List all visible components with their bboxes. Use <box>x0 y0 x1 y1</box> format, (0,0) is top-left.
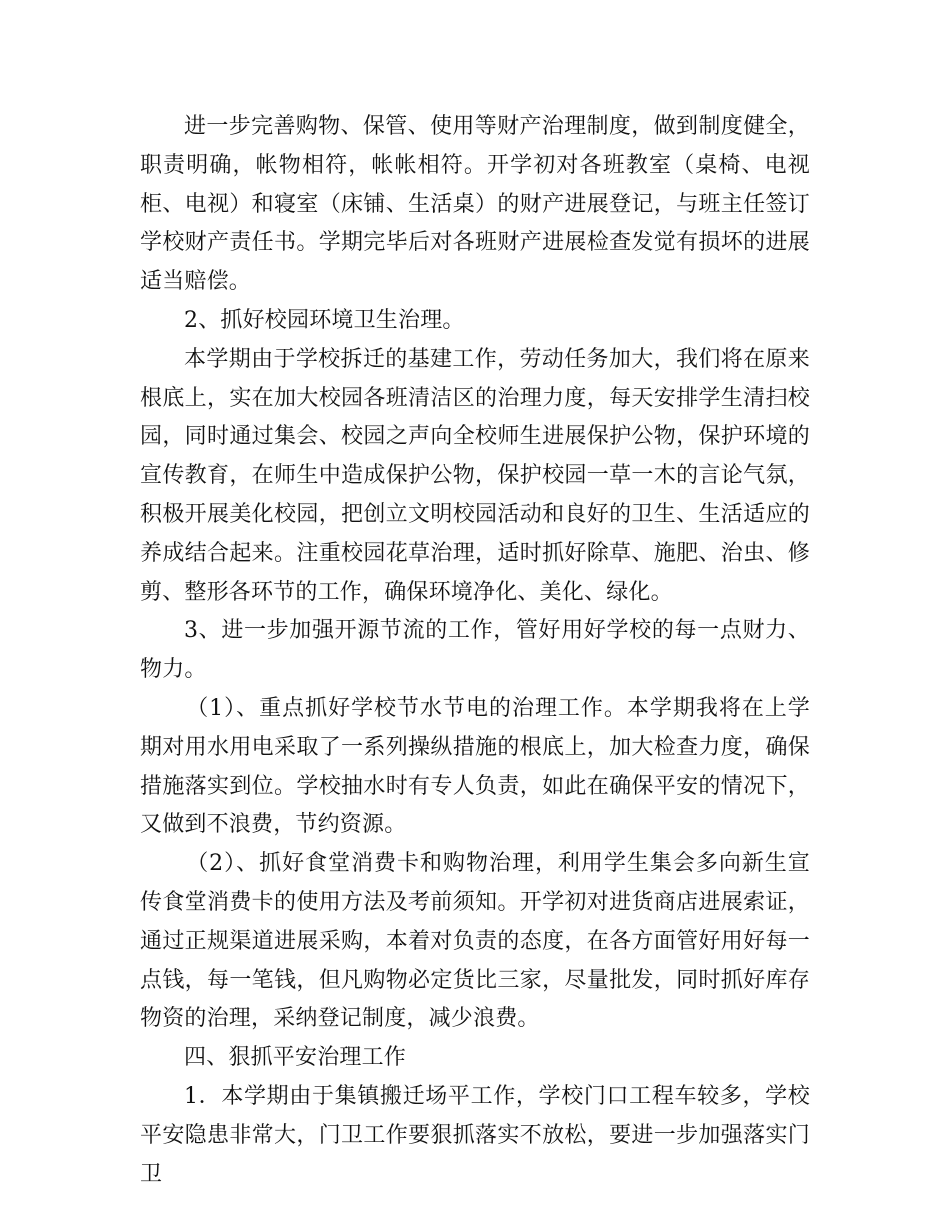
paragraph-property-management: 进一步完善购物、保管、使用等财产治理制度，做到制度健全，职责明确，帐物相符，帐帐相符。开学初对各班教室（桌椅、电视柜、电视）和寝室（床铺、生活桌）的财产进展登记，与班主任签订学校财产责任书。学期完毕后对各班财产进展检查发觉有损坏的进展适当赔偿。 <box>140 114 810 295</box>
paragraph-gate-safety: 1．本学期由于集镇搬迁场平工作，学校门口工程车较多，学校平安隐患非常大，门卫工作要狠抓落实不放松，要进一步加强落实门卫 <box>140 1083 810 1187</box>
paragraph-canteen-card: （2）、抓好食堂消费卡和购物治理，利用学生集会多向新生宣传食堂消费卡的使用方法及考前须知。开学初对进货商店进展索证，通过正规渠道进展采购，本着对负责的态度，在各方面管好用好每一点钱，每一笔钱，但凡购物必定货比三家，尽量批发，同时抓好库存物资的治理，采纳登记制度，减少浪费。 <box>140 851 810 1032</box>
heading-environment-hygiene: 2、抓好校园环境卫生治理。 <box>184 307 465 333</box>
paragraph-water-electricity: （1）、重点抓好学校节水节电的治理工作。本学期我将在上学期对用水用电采取了一系列操纵措施的根底上，加大检查力度，确保措施落实到位。学校抽水时有专人负责，如此在确保平安的情况下，又做到不浪费，节约资源。 <box>140 695 810 838</box>
heading-safety-management: 四、狠抓平安治理工作 <box>184 1045 407 1071</box>
heading-save-resources: 3、进一步加强开源节流的工作，管好用好学校的每一点财力、物力。 <box>140 618 810 683</box>
document-page <box>140 108 810 1194</box>
paragraph-campus-cleaning: 本学期由于学校拆迁的基建工作，劳动任务加大，我们将在原来根底上，实在加大校园各班清洁区的治理力度，每天安排学生清扫校园，同时通过集会、校园之声向全校师生进展保护公物，保护环境的宣传教育，在师生中造成保护公物，保护校园一草一木的言论气氛，积极开展美化校园，把创立文明校园活动和良好的卫生、生活适应的养成结合起来。注重校园花草治理，适时抓好除草、施肥、治虫、修剪、整形各环节的工作，确保环境净化、美化、绿化。 <box>140 346 810 605</box>
